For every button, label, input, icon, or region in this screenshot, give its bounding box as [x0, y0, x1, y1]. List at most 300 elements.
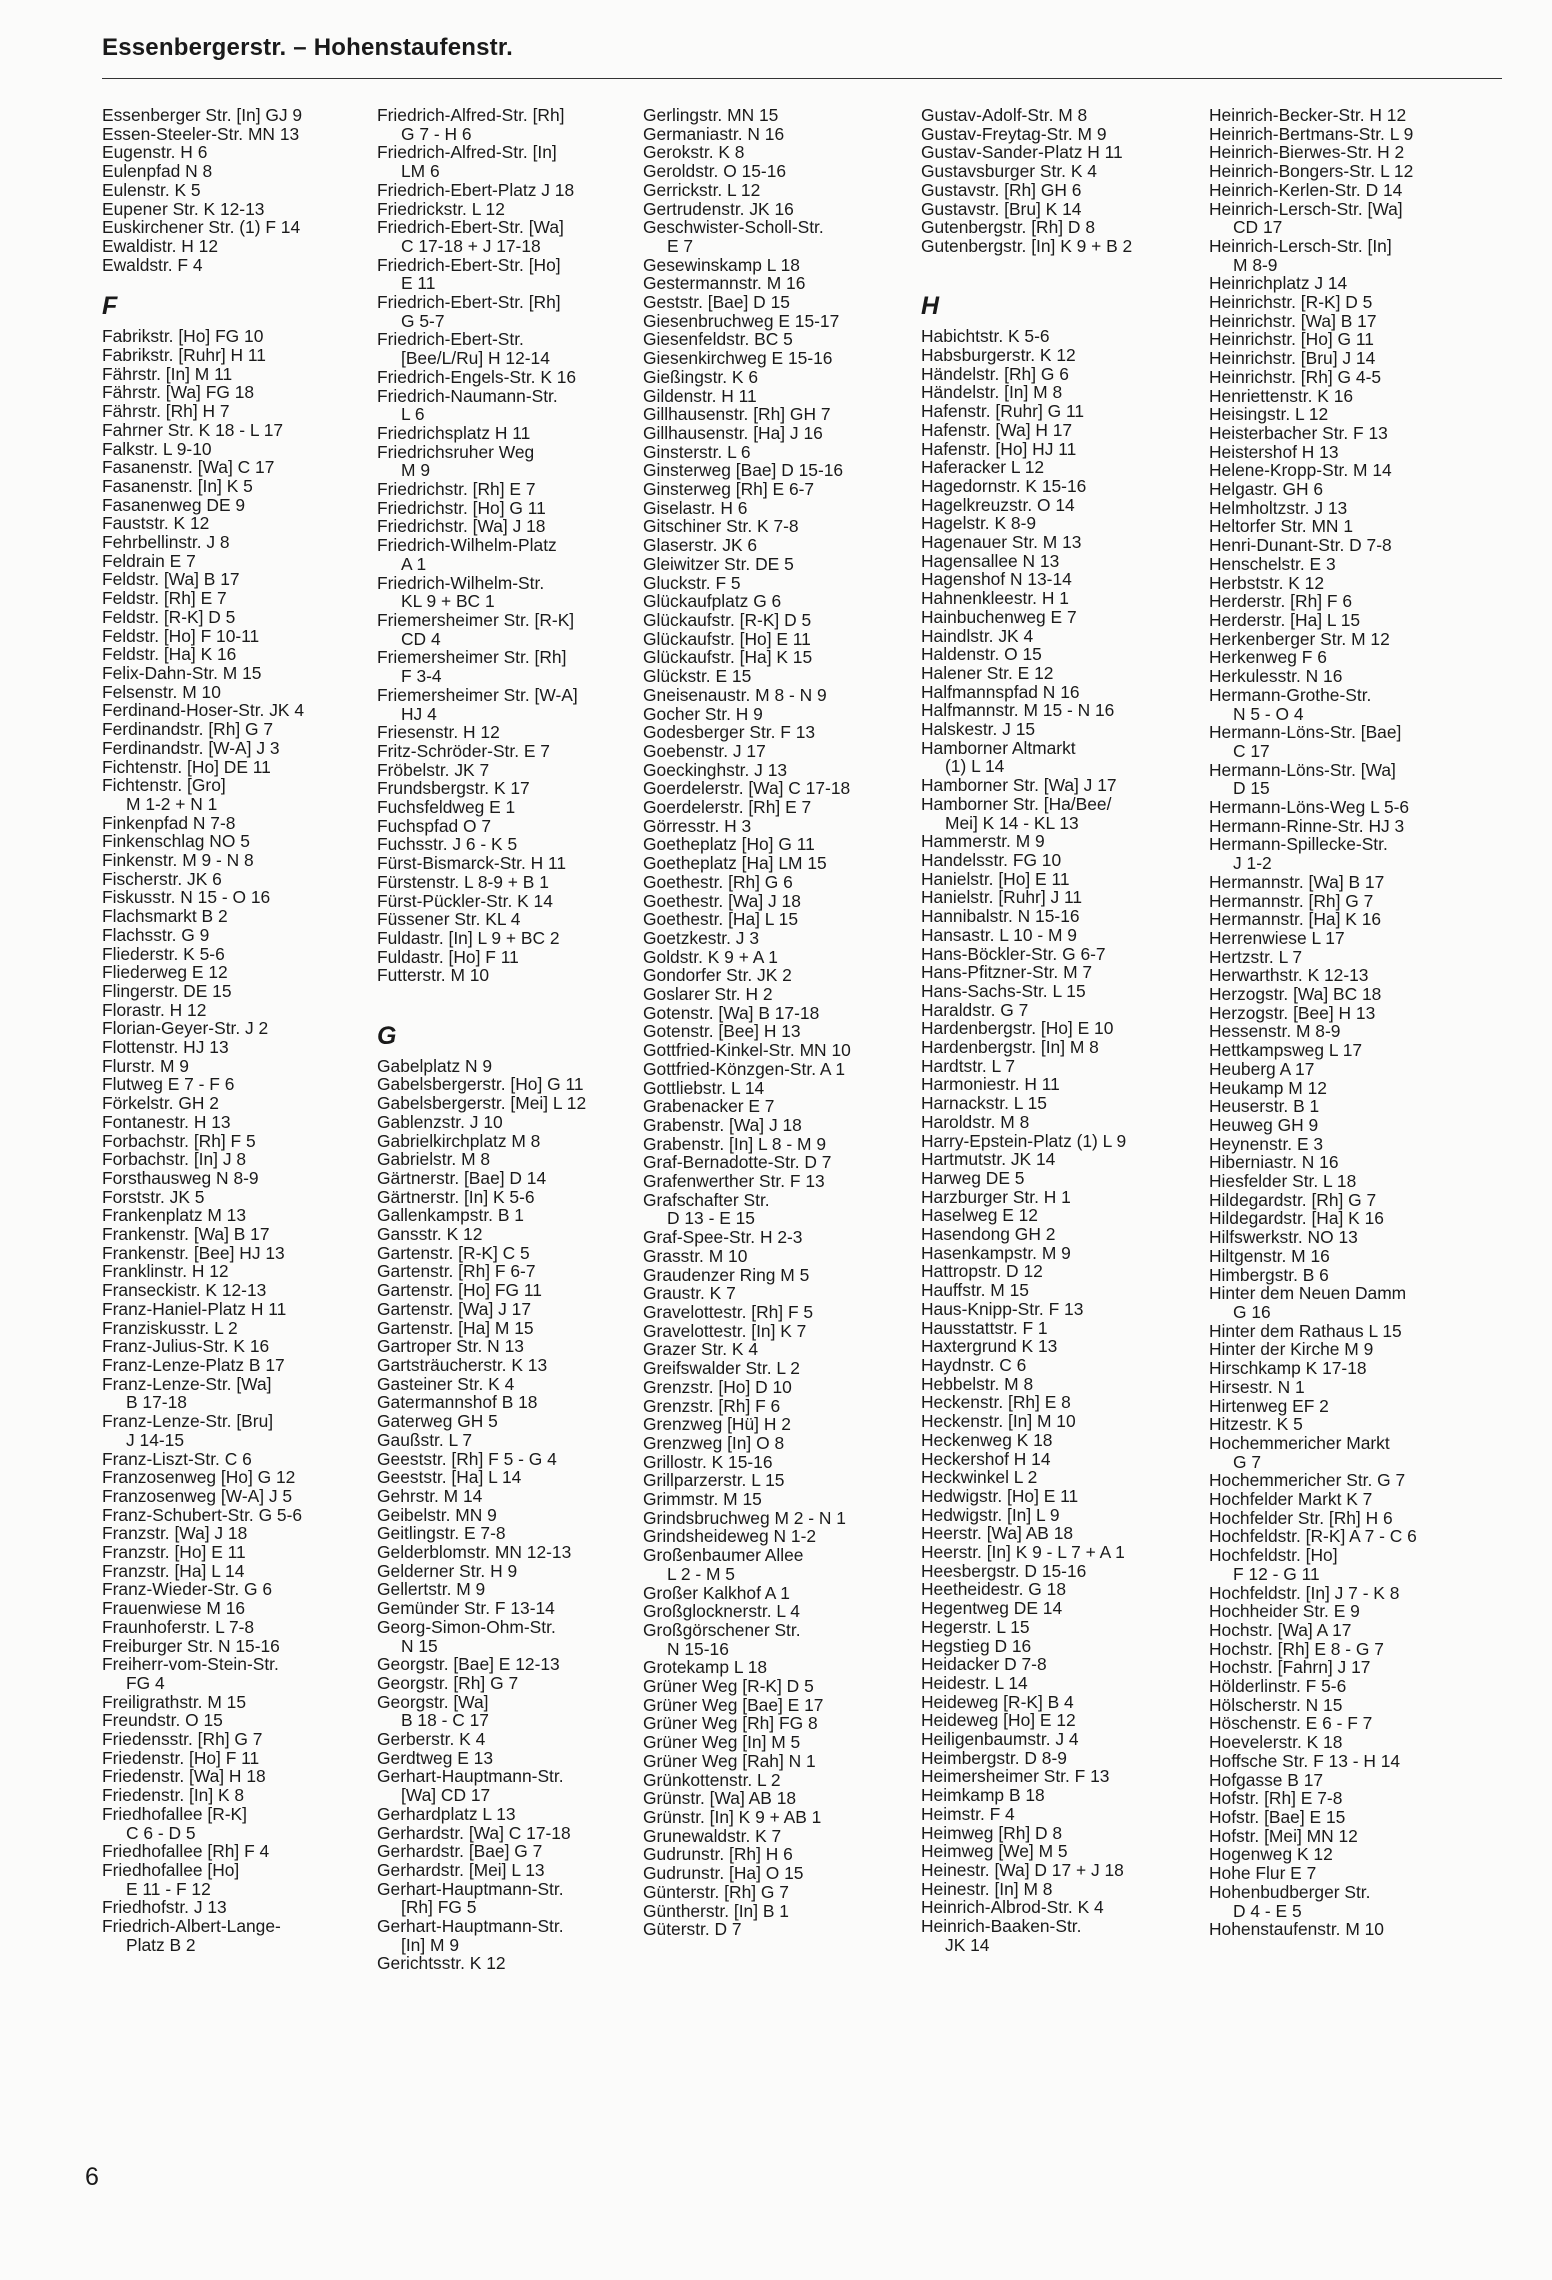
index-column-4	[921, 106, 1191, 1954]
index-entry: Hiberniastr. N 16	[1209, 1152, 1339, 1173]
index-entry: Heerstr. [Wa] AB 18	[921, 1523, 1074, 1544]
index-entry: Hardenbergstr. [Ho] E 10	[921, 1018, 1114, 1039]
index-entry-continuation: C 6 - D 5	[126, 1822, 196, 1843]
index-entry-continuation: G 7 - H 6	[401, 123, 472, 144]
index-entry: Herwarthstr. K 12-13	[1209, 965, 1369, 986]
index-entry: Gansstr. K 12	[377, 1224, 483, 1245]
index-entry: Großenbaumer Allee	[643, 1545, 804, 1566]
index-entry: Forsthausweg N 8-9	[102, 1167, 259, 1188]
index-entry: Gottliebstr. L 14	[643, 1077, 765, 1098]
index-entry: Fährstr. [In] M 11	[102, 363, 233, 384]
index-entry: Gildenstr. H 11	[643, 385, 757, 406]
index-entry: Franz-Julius-Str. K 16	[102, 1336, 270, 1357]
index-entry: Gudrunstr. [Rh] H 6	[643, 1844, 793, 1865]
index-entry: Hohenbudberger Str.	[1209, 1881, 1371, 1902]
index-entry: Hiltgenstr. M 16	[1209, 1245, 1330, 1266]
index-entry: Heetheidestr. G 18	[921, 1579, 1067, 1600]
index-entry: Friedrich-Naumann-Str.	[377, 385, 558, 406]
index-entry: Harmoniestr. H 11	[921, 1074, 1060, 1095]
index-entry: Himbergstr. B 6	[1209, 1264, 1329, 1285]
index-entry-continuation: KL 9 + BC 1	[401, 591, 495, 612]
index-entry: Fröbelstr. JK 7	[377, 759, 490, 780]
index-entry: Hardenbergstr. [In] M 8	[921, 1037, 1099, 1058]
index-entry: Hinter dem Neuen Damm	[1209, 1283, 1407, 1304]
index-entry: Gerrickstr. L 12	[643, 179, 761, 200]
index-entry: Grenzweg [Hü] H 2	[643, 1414, 791, 1435]
index-entry-continuation: D 4 - E 5	[1233, 1900, 1302, 1921]
index-entry: Habichtstr. K 5-6	[921, 326, 1050, 347]
index-entry: Feldstr. [Ho] F 10-11	[102, 625, 260, 646]
index-entry: Heinrich-Bongers-Str. L 12	[1209, 161, 1414, 182]
index-entry: Gerhardstr. [Mei] L 13	[377, 1859, 545, 1880]
index-entry: Finkenstr. M 9 - N 8	[102, 850, 254, 871]
index-entry-continuation: FG 4	[126, 1672, 165, 1693]
index-entry: Hohenstaufenstr. M 10	[1209, 1919, 1384, 1940]
index-entry: Großgörschener Str.	[643, 1619, 801, 1640]
index-entry: Heinrich-Bertmans-Str. L 9	[1209, 123, 1414, 144]
index-entry: Fürstenstr. L 8-9 + B 1	[377, 871, 549, 892]
section-letter: G	[377, 1021, 397, 1050]
index-entry: Füssener Str. KL 4	[377, 909, 521, 930]
index-entry: Graf-Bernadotte-Str. D 7	[643, 1152, 832, 1173]
index-entry: Hebbelstr. M 8	[921, 1373, 1034, 1394]
index-entry: Heckenweg K 18	[921, 1429, 1053, 1450]
index-entry: Heesbergstr. D 15-16	[921, 1560, 1087, 1581]
index-entry: Glückaufstr. [Ha] K 15	[643, 647, 813, 668]
index-entry: Hinter dem Rathaus L 15	[1209, 1320, 1402, 1341]
index-entry: Grotekamp L 18	[643, 1657, 768, 1678]
index-entry: Grafschafter Str.	[643, 1189, 770, 1210]
index-entry: Herzogstr. [Wa] BC 18	[1209, 984, 1382, 1005]
index-entry: Haus-Knipp-Str. F 13	[921, 1298, 1084, 1319]
index-entry: Grünstr. [Wa] AB 18	[643, 1788, 797, 1809]
index-entry: Gemünder Str. F 13-14	[377, 1598, 555, 1619]
index-entry: Gelderblomstr. MN 12-13	[377, 1542, 572, 1563]
index-entry: Fasanenstr. [In] K 5	[102, 475, 253, 496]
index-entry-continuation: [In] M 9	[401, 1934, 459, 1955]
index-entry: Giselastr. H 6	[643, 497, 748, 518]
index-entry: Geitlingstr. E 7-8	[377, 1523, 506, 1544]
index-entry: Gitschiner Str. K 7-8	[643, 516, 799, 537]
index-entry: Haraldstr. G 7	[921, 999, 1029, 1020]
index-entry: Flurstr. M 9	[102, 1055, 189, 1076]
index-entry: Freiligrathstr. M 15	[102, 1691, 246, 1712]
index-entry: Harnackstr. L 15	[921, 1093, 1047, 1114]
index-entry: Hagenauer Str. M 13	[921, 532, 1082, 553]
index-entry: Gerhart-Hauptmann-Str.	[377, 1878, 564, 1899]
index-entry: Hölderlinstr. F 5-6	[1209, 1676, 1347, 1697]
index-entry: Friedrich-Ebert-Str. [Ho]	[377, 254, 561, 275]
index-entry: Hofgasse B 17	[1209, 1769, 1324, 1790]
index-entry: Hettkampsweg L 17	[1209, 1040, 1363, 1061]
index-entry: Frundsbergstr. K 17	[377, 778, 530, 799]
index-entry: Großglocknerstr. L 4	[643, 1601, 800, 1622]
index-entry: Grabenstr. [In] L 8 - M 9	[643, 1133, 826, 1154]
index-entry: Hermann-Löns-Str. [Wa]	[1209, 759, 1396, 780]
index-entry: Hedwigstr. [In] L 9	[921, 1504, 1060, 1525]
index-entry: Gartenstr. [Wa] J 17	[377, 1298, 531, 1319]
index-entry: Henschelstr. E 3	[1209, 553, 1336, 574]
index-entry-continuation: CD 4	[401, 628, 441, 649]
index-entry: Goslarer Str. H 2	[643, 984, 773, 1005]
index-entry: Habsburgerstr. K 12	[921, 345, 1076, 366]
index-entry: Freiherr-vom-Stein-Str.	[102, 1654, 279, 1675]
index-entry: Haindlstr. JK 4	[921, 625, 1034, 646]
index-column-5	[1209, 106, 1479, 1939]
index-entry: Fährstr. [Rh] H 7	[102, 401, 230, 422]
index-entry: Gerlingstr. MN 15	[643, 105, 779, 125]
index-entry: Hans-Sachs-Str. L 15	[921, 980, 1086, 1001]
index-entry: Gustavstr. [Bru] K 14	[921, 198, 1082, 219]
index-entry: Grillostr. K 15-16	[643, 1451, 773, 1472]
index-entry: Haldenstr. O 15	[921, 644, 1042, 665]
index-entry: Hochfeldstr. [Ho]	[1209, 1545, 1338, 1566]
index-entry: Hildegardstr. [Rh] G 7	[1209, 1189, 1377, 1210]
index-entry: Hochstr. [Rh] E 8 - G 7	[1209, 1638, 1384, 1659]
page-header: Essenbergerstr. – Hohenstaufenstr.	[102, 34, 513, 61]
index-entry: Friedrichstr. [Wa] J 18	[377, 516, 546, 537]
index-entry: Fraunhoferstr. L 7-8	[102, 1616, 255, 1637]
section-letter: F	[102, 292, 118, 321]
index-entry: Hafenstr. [Ho] HJ 11	[921, 438, 1077, 459]
index-entry: Friedenstr. [Ho] F 11	[102, 1747, 260, 1768]
index-entry-continuation: F 12 - G 11	[1233, 1563, 1320, 1584]
index-entry: Henri-Dunant-Str. D 7-8	[1209, 535, 1392, 556]
index-entry: Hattropstr. D 12	[921, 1261, 1043, 1282]
index-entry: Glückaufstr. [Ho] E 11	[643, 628, 811, 649]
index-entry-continuation: M 1-2 + N 1	[126, 793, 218, 814]
index-entry-continuation: E 7	[667, 235, 694, 256]
index-entry: Hochfelder Str. [Rh] H 6	[1209, 1507, 1393, 1528]
index-entry: Heerstr. [In] K 9 - L 7 + A 1	[921, 1542, 1125, 1563]
index-entry: Günterstr. [Rh] G 7	[643, 1881, 789, 1902]
index-entry: Hochfeldstr. [In] J 7 - K 8	[1209, 1582, 1400, 1603]
index-entry: Heynenstr. E 3	[1209, 1133, 1324, 1154]
index-entry: Heukamp M 12	[1209, 1077, 1327, 1098]
index-entry: Heidacker D 7-8	[921, 1654, 1047, 1675]
index-entry: Ginsterstr. L 6	[643, 441, 751, 462]
index-entry: Haroldstr. M 8	[921, 1111, 1030, 1132]
index-entry: Finkenschlag NO 5	[102, 831, 250, 852]
index-entry: Flachsstr. G 9	[102, 924, 210, 945]
index-entry: Georg-Simon-Ohm-Str.	[377, 1616, 556, 1637]
index-entry: Gudrunstr. [Ha] O 15	[643, 1863, 804, 1884]
index-entry: Grillparzerstr. L 15	[643, 1470, 785, 1491]
index-entry: Gustavstr. [Rh] GH 6	[921, 179, 1082, 200]
index-entry: Glaserstr. JK 6	[643, 535, 758, 556]
index-entry: Friedrickstr. L 12	[377, 198, 505, 219]
index-entry: Heiligenbaumstr. J 4	[921, 1729, 1079, 1750]
index-entry: Ferdinand-Hoser-Str. JK 4	[102, 700, 305, 721]
index-entry-continuation: J 14-15	[126, 1429, 185, 1450]
index-entry: Halfmannspfad N 16	[921, 681, 1080, 702]
index-entry: Fischerstr. JK 6	[102, 868, 222, 889]
index-entry: Friedrich-Engels-Str. K 16	[377, 366, 577, 387]
index-entry: Friedhofallee [R-K]	[102, 1803, 247, 1824]
index-entry: Hagelkreuzstr. O 14	[921, 494, 1075, 515]
index-entry: Fürst-Pückler-Str. K 14	[377, 890, 553, 911]
index-entry: Hegstieg D 16	[921, 1635, 1032, 1656]
index-entry: Franseckistr. K 12-13	[102, 1280, 267, 1301]
index-entry: Goeckinghstr. J 13	[643, 759, 788, 780]
index-entry: Gerdtweg E 13	[377, 1747, 494, 1768]
index-entry: Frankenstr. [Bee] HJ 13	[102, 1242, 285, 1263]
index-entry: Haferacker L 12	[921, 457, 1045, 478]
index-entry: Fritz-Schröder-Str. E 7	[377, 740, 550, 761]
index-entry: Franz-Schubert-Str. G 5-6	[102, 1504, 303, 1525]
index-entry: Friedrich-Wilhelm-Str.	[377, 572, 545, 593]
index-entry: Freundstr. O 15	[102, 1710, 223, 1731]
index-entry-continuation: F 3-4	[401, 666, 442, 687]
index-entry: Grüner Weg [Bae] E 17	[643, 1694, 824, 1715]
index-entry: Herkenberger Str. M 12	[1209, 628, 1390, 649]
index-entry: Hamborner Str. [Ha/Bee/	[921, 793, 1112, 814]
index-entry: Forbachstr. [Rh] F 5	[102, 1130, 256, 1151]
index-entry: Hertzstr. L 7	[1209, 946, 1303, 967]
index-entry: Gablenzstr. J 10	[377, 1111, 503, 1132]
index-entry: Hainbuchenweg E 7	[921, 606, 1077, 627]
index-entry: Gustav-Adolf-Str. M 8	[921, 105, 1088, 125]
index-entry: Hohe Flur E 7	[1209, 1863, 1317, 1884]
index-entry: Hauffstr. M 15	[921, 1280, 1029, 1301]
index-entry: Gesewinskamp L 18	[643, 254, 800, 275]
index-entry: Graf-Spee-Str. H 2-3	[643, 1227, 803, 1248]
index-entry: Franzstr. [Ha] L 14	[102, 1560, 245, 1581]
index-entry-continuation: N 15	[401, 1635, 438, 1656]
index-entry-continuation: Platz B 2	[126, 1934, 196, 1955]
index-entry: Fliederweg E 12	[102, 962, 228, 983]
index-entry: Fehrbellinstr. J 8	[102, 532, 230, 553]
index-entry: Heinrichstr. [Wa] B 17	[1209, 310, 1377, 331]
index-entry: Fabrikstr. [Ho] FG 10	[102, 326, 264, 347]
index-entry: Heltorfer Str. MN 1	[1209, 516, 1353, 537]
index-entry: Hegerstr. L 15	[921, 1616, 1030, 1637]
index-entry: Hessenstr. M 8-9	[1209, 1021, 1341, 1042]
index-entry: Höschenstr. E 6 - F 7	[1209, 1713, 1373, 1734]
index-entry: Eulenstr. K 5	[102, 179, 201, 200]
index-entry: Franz-Haniel-Platz H 11	[102, 1298, 287, 1319]
header-rule	[102, 78, 1502, 79]
index-column-2	[377, 106, 647, 1973]
index-entry: Händelstr. [In] M 8	[921, 382, 1063, 403]
index-entry: Hogenweg K 12	[1209, 1844, 1333, 1865]
index-entry: Goetheplatz [Ho] G 11	[643, 834, 815, 855]
index-entry: Gondorfer Str. JK 2	[643, 965, 792, 986]
index-entry-continuation: CD 17	[1233, 217, 1283, 238]
index-entry: Hochstr. [Wa] A 17	[1209, 1619, 1352, 1640]
index-entry: Hochemmericher Markt	[1209, 1432, 1390, 1453]
index-entry: Florian-Geyer-Str. J 2	[102, 1018, 269, 1039]
index-entry: Gustav-Freytag-Str. M 9	[921, 123, 1107, 144]
index-entry: Freiburger Str. N 15-16	[102, 1635, 280, 1656]
index-entry: Hitzestr. K 5	[1209, 1414, 1303, 1435]
index-entry: Geibelstr. MN 9	[377, 1504, 497, 1525]
index-entry: Friemersheimer Str. [R-K]	[377, 609, 575, 630]
index-entry: Franzstr. [Ho] E 11	[102, 1542, 246, 1563]
index-entry: Goethestr. [Wa] J 18	[643, 890, 801, 911]
index-entry: Friemersheimer Str. [Rh]	[377, 647, 567, 668]
index-entry: Hermann-Rinne-Str. HJ 3	[1209, 815, 1405, 836]
index-entry: Goerdelerstr. [Wa] C 17-18	[643, 778, 851, 799]
index-entry: Gasteiner Str. K 4	[377, 1373, 515, 1394]
index-entry: Gottfried-Könzgen-Str. A 1	[643, 1058, 846, 1079]
index-entry: Hildegardstr. [Ha] K 16	[1209, 1208, 1384, 1229]
index-entry-continuation: D 15	[1233, 778, 1270, 799]
index-entry: Halener Str. E 12	[921, 662, 1054, 683]
index-entry: Gartroper Str. N 13	[377, 1336, 524, 1357]
index-entry: Geeststr. [Ha] L 14	[377, 1467, 522, 1488]
index-entry: Hardtstr. L 7	[921, 1055, 1016, 1076]
index-entry: Goldstr. K 9 + A 1	[643, 946, 778, 967]
index-entry: Grüner Weg [Rh] FG 8	[643, 1713, 818, 1734]
index-entry: Haydnstr. C 6	[921, 1354, 1027, 1375]
index-entry: Fliederstr. K 5-6	[102, 943, 225, 964]
index-entry: Heistershof H 13	[1209, 441, 1339, 462]
index-entry: Grabenstr. [Wa] J 18	[643, 1114, 802, 1135]
index-entry: Ewaldstr. F 4	[102, 254, 203, 275]
index-entry-continuation: D 13 - E 15	[667, 1208, 755, 1229]
index-entry: Franz-Wieder-Str. G 6	[102, 1579, 273, 1600]
index-entry: Hartmutstr. JK 14	[921, 1149, 1056, 1170]
index-entry: Franz-Liszt-Str. C 6	[102, 1448, 252, 1469]
index-entry: Gartenstr. [R-K] C 5	[377, 1242, 530, 1263]
index-entry: Gustavsburger Str. K 4	[921, 161, 1097, 182]
index-entry: Heuberg A 17	[1209, 1058, 1315, 1079]
index-entry: Friesenstr. H 12	[377, 722, 500, 743]
index-entry: Hoevelerstr. K 18	[1209, 1732, 1343, 1753]
index-entry: Goethestr. [Rh] G 6	[643, 871, 793, 892]
index-entry: Harry-Epstein-Platz (1) L 9	[921, 1130, 1127, 1151]
index-entry: Fauststr. K 12	[102, 513, 210, 534]
index-entry: Hölscherstr. N 15	[1209, 1694, 1343, 1715]
index-entry: Fuldastr. [Ho] F 11	[377, 946, 519, 967]
index-entry: Germaniastr. N 16	[643, 123, 785, 144]
index-entry: Flingerstr. DE 15	[102, 980, 232, 1001]
index-entry-continuation: JK 14	[945, 1934, 990, 1955]
index-entry: Georgstr. [Bae] E 12-13	[377, 1654, 560, 1675]
index-entry: Heinrichstr. [R-K] D 5	[1209, 292, 1373, 313]
index-entry: Hasenkampstr. M 9	[921, 1242, 1071, 1263]
index-entry: Hochheider Str. E 9	[1209, 1601, 1360, 1622]
index-entry: Grunewaldstr. K 7	[643, 1825, 782, 1846]
index-entry-continuation: [Wa] CD 17	[401, 1785, 491, 1806]
index-entry: Herzogstr. [Bee] H 13	[1209, 1002, 1376, 1023]
index-entry: Hagensallee N 13	[921, 550, 1060, 571]
index-entry: Handelsstr. FG 10	[921, 850, 1062, 870]
index-entry: Giesenkirchweg E 15-16	[643, 348, 833, 369]
index-entry-continuation: G 7	[1233, 1451, 1262, 1472]
index-entry: Hamborner Str. [Wa] J 17	[921, 775, 1117, 796]
index-entry: Geroldstr. O 15-16	[643, 161, 787, 182]
index-entry: Fontanestr. H 13	[102, 1111, 231, 1132]
index-entry: Grüner Weg [R-K] D 5	[643, 1676, 814, 1697]
index-entry: Hans-Pfitzner-Str. M 7	[921, 962, 1093, 983]
index-entry: Hirsestr. N 1	[1209, 1376, 1305, 1397]
index-entry: Friedrich-Ebert-Str. [Rh]	[377, 292, 561, 313]
index-entry: Forststr. JK 5	[102, 1186, 205, 1207]
index-entry: Gutenbergstr. [Rh] D 8	[921, 217, 1095, 238]
index-entry: Gerhart-Hauptmann-Str.	[377, 1766, 564, 1787]
index-entry: Hermannstr. [Ha] K 16	[1209, 909, 1382, 930]
index-entry: Fürst-Bismarck-Str. H 11	[377, 853, 567, 874]
index-entry: Friedenstr. [In] K 8	[102, 1785, 245, 1806]
index-entry: Fuldastr. [In] L 9 + BC 2	[377, 927, 560, 948]
index-entry: Friedrich-Alfred-Str. [Rh]	[377, 105, 565, 125]
index-entry: Grimmstr. M 15	[643, 1489, 762, 1510]
index-entry: Friedrich-Ebert-Platz J 18	[377, 179, 575, 200]
index-entry: Hedwigstr. [Ho] E 11	[921, 1485, 1079, 1506]
page-number: 6	[85, 2163, 99, 2191]
index-entry-continuation: E 11	[401, 273, 436, 294]
index-entry: Heinrichstr. [Ho] G 11	[1209, 329, 1374, 350]
index-entry: Herkulesstr. N 16	[1209, 666, 1343, 687]
index-entry: Gocher Str. H 9	[643, 703, 763, 724]
index-entry: Herderstr. [Rh] F 6	[1209, 591, 1353, 612]
index-entry: Händelstr. [Rh] G 6	[921, 363, 1069, 384]
index-entry: Gartenstr. [Rh] F 6-7	[377, 1261, 536, 1282]
index-entry: Fährstr. [Wa] FG 18	[102, 382, 255, 403]
index-entry: Heimersheimer Str. F 13	[921, 1766, 1110, 1787]
index-entry-continuation: B 18 - C 17	[401, 1710, 489, 1731]
index-entry: Hanielstr. [Ho] E 11	[921, 868, 1070, 889]
index-entry: Eulenpfad N 8	[102, 161, 213, 182]
index-column-1	[102, 106, 372, 1955]
index-entry: Gillhausenstr. [Ha] J 16	[643, 422, 823, 443]
index-entry: Haselweg E 12	[921, 1205, 1038, 1226]
index-entry: Friedrichsplatz H 11	[377, 422, 531, 443]
index-entry: Haxtergrund K 13	[921, 1336, 1058, 1357]
index-entry: Heckenstr. [Rh] E 8	[921, 1392, 1071, 1413]
index-entry: Hansastr. L 10 - M 9	[921, 924, 1077, 945]
index-entry: Hanielstr. [Ruhr] J 11	[921, 887, 1083, 908]
index-entry: Hochfeldstr. [R-K] A 7 - C 6	[1209, 1526, 1417, 1547]
index-entry: Friedhofstr. J 13	[102, 1897, 227, 1918]
index-entry: Giesenfeldstr. BC 5	[643, 329, 793, 350]
index-entry: Glückaufplatz G 6	[643, 591, 782, 612]
index-entry: Florastr. H 12	[102, 999, 207, 1020]
index-entry: Franzosenweg [W-A] J 5	[102, 1485, 293, 1506]
index-entry: Geststr. [Bae] D 15	[643, 292, 790, 313]
index-entry: Gotenstr. [Bee] H 13	[643, 1021, 801, 1042]
index-entry-continuation: HJ 4	[401, 703, 437, 724]
index-entry: Heinrich-Bierwes-Str. H 2	[1209, 142, 1405, 163]
index-entry: Güterstr. D 7	[643, 1919, 742, 1940]
index-entry: Grenzweg [In] O 8	[643, 1432, 785, 1453]
index-entry: Euskirchener Str. (1) F 14	[102, 217, 301, 238]
index-entry: Heckwinkel L 2	[921, 1467, 1038, 1488]
index-entry: Hofstr. [Rh] E 7-8	[1209, 1788, 1343, 1809]
index-entry: Eupener Str. K 12-13	[102, 198, 265, 219]
index-entry: Heinrich-Albrod-Str. K 4	[921, 1897, 1104, 1918]
index-entry: Gertrudenstr. JK 16	[643, 198, 794, 219]
index-entry: Futterstr. M 10	[377, 965, 490, 986]
index-entry: Gabrielstr. M 8	[377, 1149, 491, 1170]
index-entry: Heimweg [We] M 5	[921, 1841, 1068, 1862]
index-entry: Franz-Lenze-Platz B 17	[102, 1355, 285, 1375]
index-entry: Friedenstr. [Wa] H 18	[102, 1766, 266, 1787]
index-entry: Graudenzer Ring M 5	[643, 1264, 810, 1285]
index-entry: Gartenstr. [Ha] M 15	[377, 1317, 534, 1338]
index-entry: Großer Kalkhof A 1	[643, 1582, 790, 1603]
index-entry: Hiesfelder Str. L 18	[1209, 1171, 1357, 1192]
index-entry: Heinrich-Lersch-Str. [In]	[1209, 235, 1392, 256]
index-entry: Glückaufstr. [R-K] D 5	[643, 609, 812, 630]
index-entry-continuation: G 5-7	[401, 310, 445, 331]
index-entry: Helgastr. GH 6	[1209, 479, 1324, 500]
index-entry: Geschwister-Scholl-Str.	[643, 217, 824, 238]
index-entry: Heuweg GH 9	[1209, 1114, 1319, 1135]
index-entry: Grazer Str. K 4	[643, 1339, 759, 1360]
